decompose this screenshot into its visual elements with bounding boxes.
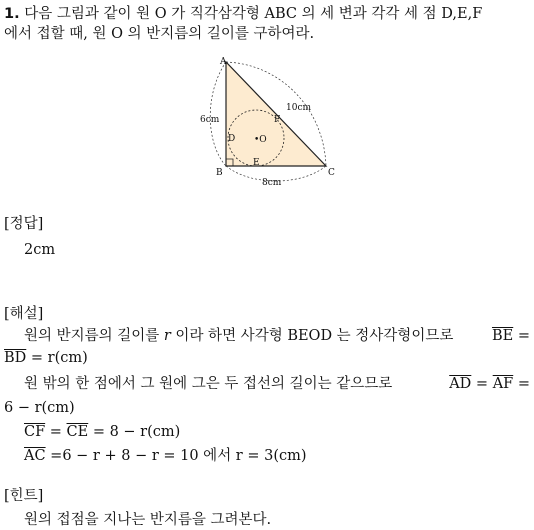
- label-f: F: [274, 115, 281, 125]
- segment-ce: $\overline{CE}$: [66, 424, 89, 440]
- side-ac-length: 10cm: [286, 103, 312, 113]
- segment-ad: $\overline{AD}$: [449, 376, 472, 392]
- problem-text-line-2: 에서 접할 때, 원 O 의 반지름의 길이를 구하여라.: [4, 26, 315, 42]
- equals-sign: =: [513, 376, 530, 392]
- problem-text-line-1: 다음 그림과 같이 원 O 가 직각삼각형 ABC 의 세 변과 각각 세 점 D,E,F: [24, 6, 483, 22]
- equals-sign: =: [45, 424, 67, 440]
- label-c: C: [328, 168, 335, 178]
- explanation-text: 이라 하면 사각형 BEOD 는 정사각형이므로: [170, 328, 454, 344]
- label-e: E: [253, 158, 260, 168]
- problem-line-2: [4, 24, 314, 44]
- explanation-text: = 8 − r(cm): [88, 424, 181, 440]
- triangle-figure: [196, 54, 346, 189]
- segment-cf: $\overline{CF}$: [24, 424, 46, 440]
- segment-ac: $\overline{AC}$: [24, 448, 46, 464]
- explanation-text: 원의 반지름의 길이를: [24, 328, 164, 344]
- explanation-line-5: [24, 422, 180, 442]
- equals-sign: =: [513, 328, 530, 344]
- explanation-line-3: [24, 374, 392, 394]
- explanation-line-6: [24, 446, 307, 466]
- segment-af: $\overline{AF}$: [492, 376, 514, 392]
- label-d: D: [228, 134, 236, 144]
- label-a: A: [220, 57, 227, 67]
- label-b: B: [216, 168, 223, 178]
- explanation-line-4: 6 − r(cm): [4, 400, 75, 416]
- explanation-text: = r(cm): [26, 350, 88, 366]
- problem-line-1: [4, 4, 482, 24]
- explanation-line-1-end: [492, 326, 530, 346]
- segment-bd: $\overline{BD}$: [4, 350, 27, 366]
- segment-be: $\overline{BE}$: [491, 328, 514, 344]
- answer-header: [정답]: [4, 216, 44, 232]
- variable-r: r: [163, 328, 171, 344]
- label-center-o: •O: [254, 135, 267, 145]
- side-bc-length: 8cm: [262, 178, 282, 188]
- explanation-line-3-end: [449, 374, 530, 394]
- explanation-line-1: [24, 326, 453, 346]
- hint-header: [힌트]: [4, 488, 44, 504]
- equals-sign: =: [471, 376, 493, 392]
- arc-ab: [210, 62, 226, 166]
- explanation-line-2: [4, 348, 88, 368]
- explanation-text: =6 − r + 8 − r = 10 에서 r = 3(cm): [45, 448, 307, 464]
- problem-number: 1.: [4, 6, 20, 22]
- answer-value: 2cm: [24, 242, 56, 258]
- explanation-text: 원 밖의 한 점에서 그 원에 그은 두 접선의 길이는 같으므로: [24, 376, 393, 392]
- explanation-header: [해설]: [4, 306, 44, 322]
- side-ab-length: 6cm: [200, 115, 220, 125]
- hint-text: 원의 접점을 지나는 반지름을 그려본다.: [24, 512, 272, 528]
